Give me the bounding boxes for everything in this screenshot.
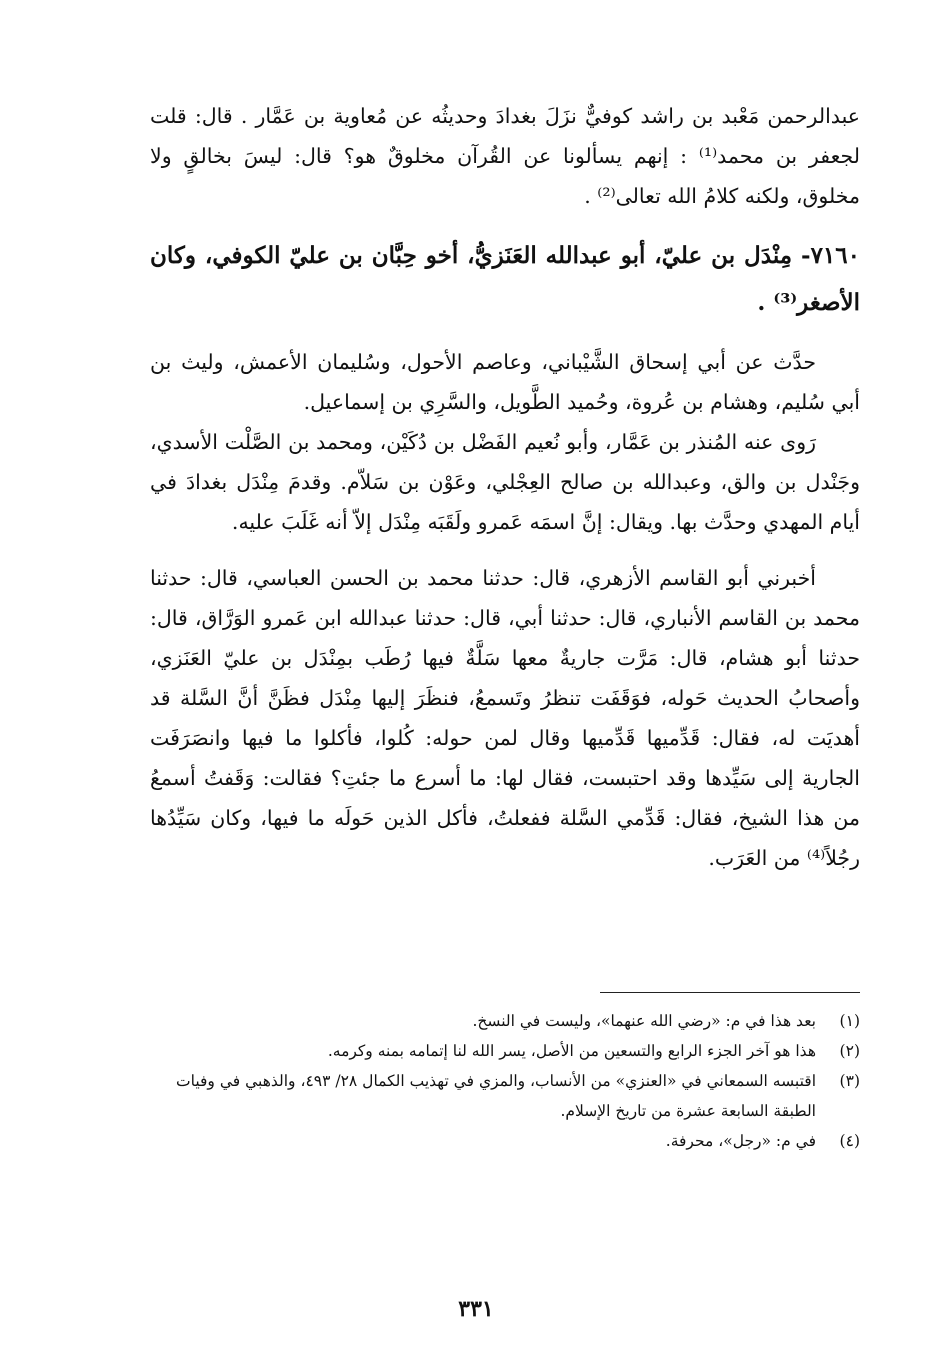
footnote-text: هذا هو آخر الجزء الرابع والتسعين من الأصل، يسر الله لنا إتمامه بمنه وكرمه. bbox=[327, 1042, 816, 1060]
footnote-1 bbox=[150, 1006, 860, 1036]
footnote-divider bbox=[600, 992, 860, 993]
footnotes-block bbox=[150, 1006, 860, 1156]
footnote-text: بعد هذا في م: «رضي الله عنهما»، وليست في النسخ. bbox=[472, 1012, 816, 1030]
narrators-paragraph: حدَّث عن أبي إسحاق الشَّيْباني، وعاصم الأحول، وسُليمان الأعمش، وليث بن أبي سُليم، وهشام بن عُروة، وحُميد الطَّويل، والسَّرِي بن إسماعيل. bbox=[150, 350, 860, 414]
main-text-block bbox=[150, 96, 860, 878]
entry-heading: ٧١٦٠- مِنْدَل بن عليّ، أبو عبدالله العَنَزيُّ، أخو حِبَّان بن عليّ الكوفي، وكان الأصغر⁽³⁾ . bbox=[150, 242, 860, 316]
footnote-2 bbox=[150, 1036, 860, 1066]
footnote-text: اقتبسه السمعاني في «العنزي» من الأنساب، والمزي في تهذيب الكمال ٢٨/ ٤٩٣، والذهبي في وفيات الطبقة السابعة عشرة من تاريخ الإسلام. bbox=[176, 1072, 816, 1120]
footnote-number: (٣) bbox=[839, 1072, 860, 1090]
page-number: ٣٣١ bbox=[458, 1296, 494, 1322]
footnote-text: في م: «رجل»، محرفة. bbox=[665, 1132, 816, 1150]
footnote-number: (١) bbox=[839, 1012, 860, 1030]
intro-paragraph: عبدالرحمن مَعْبد بن راشد كوفيٌّ نزَلَ بغدادَ وحديثُه عن مُعاوية بن عَمَّار . قال: قلت لجعفر بن محمد⁽¹⁾ : إنهم يسألونا عن القُرآن مخلوقٌ هو؟ قال: ليسَ بخالقٍ ولا مخلوق، ولكنه كلامُ الله تعالى⁽²⁾ . bbox=[150, 104, 860, 208]
students-paragraph: رَوى عنه المُنذر بن عَمَّار، وأبو نُعيم الفَضْل بن دُكَيْن، ومحمد بن الصَّلْت الأسدي، وجَنْدل بن والق، وعبدالله بن صالح العِجْلي، وعَوْن بن سَلاّم. وقدمَ مِنْدَل بغدادَ في أيام المهدي وحدَّث بها. ويقال: إنَّ اسمَه عَمرو ولَقَبَه مِنْدَل إلاّ أنه غَلَبَ عليه. bbox=[150, 430, 860, 534]
footnote-number: (٤) bbox=[839, 1132, 860, 1150]
story-paragraph: أخبرني أبو القاسم الأزهري، قال: حدثنا محمد بن الحسن العباسي، قال: حدثنا محمد بن القاسم الأنباري، قال: حدثنا أبي، قال: حدثنا عبدالله ابن عَمرو الوَرَّاق، قال: حدثنا أبو هشام، قال: مَرَّت جاريةٌ معها سَلَّةٌ فيها رُطَب بمِنْدَل بن عليّ العَنَزي، وأصحابُ الحديث حَوله، فوَقَفَت تنظرُ وتَسمعُ، فنظَرَ إليها مِنْدَل فظَنَّ أنَّ السَّلة قد أهديَت له، فقال: قَدِّميها قَدِّميها وقال لمن حوله: كُلوا، فأكلوا ما فيها وانصَرَفَت الجارية إلى سَيِّدها وقد احتبست، فقال لها: ما أسرع ما جئتِ؟ فقالت: وَقَفتُ أسمعُ من هذا الشيخ، فقال: قَدِّمي السَّلة ففعلتُ، فأكل الذين حَولَه ما فيها، وكان سَيِّدُها رجُلاً⁽⁴⁾ من العَرَب. bbox=[150, 566, 860, 870]
footnote-3 bbox=[150, 1066, 860, 1126]
footnote-number: (٢) bbox=[839, 1042, 860, 1060]
footnote-4 bbox=[150, 1126, 860, 1156]
